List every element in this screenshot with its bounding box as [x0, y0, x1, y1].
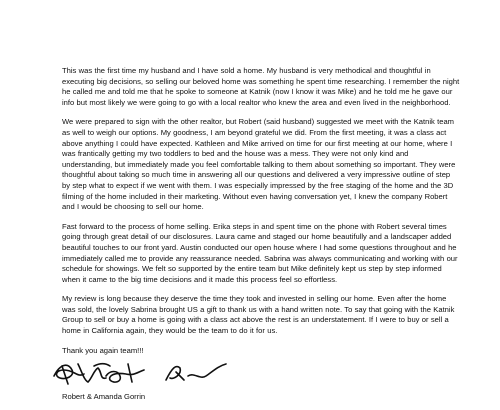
paragraph-4: My review is long because they deserve the time they took and invested in selling our home. Even after the home was sold, the lovely Sabrina brought US a gift to thank us with a hand written note. To say that going with the Katnik Group to sell or buy a home is going with a class act above the rest is an understatement. If I were to buy or sell a home in California again, they would be the team to do it for us.	[62, 294, 455, 336]
paragraph-1: This was the first time my husband and I have sold a home. My husband is very methodical and thoughtful in executing big decisions, so selling our beloved home was something he spent time researching. I remember the night he called me and told me that he spoke to someone at Katnik (now I know it was Mike) and he told me he gave our info but most likely we were going to go with a local realtor who knew the area and even lived in the neighborhood.	[62, 66, 460, 107]
paragraph-3: Fast forward to the process of home selling. Erika steps in and spent time on the phone with Robert several times going through great detail of our disclosures. Laura came and staged our home beautifully and a landscaper added beautiful touches to our front yard. Austin conducted our open house where I had some questions throughout and he immediately called me to provide any reassurance needed. Sabrina was always communicating and working with our schedule for showings. We felt so supported by the entire team but Mike definitely kept us step by step informed when it came to the big time decisions and it made this process feel so effortless.	[62, 221, 458, 284]
paragraph-2: We were prepared to sign with the other realtor, but Robert (said husband) suggested we meet with the Katnik team as well to weigh our options. My goodness, I am beyond grateful we did. From the first meeting, it was a class act above anything I could have expected. Kathleen and Mike arrived on time for our first meeting at our home, where I was frantically getting my two toddlers to bed and the house was a mess. They were not only kind and understanding, but immediately made you feel comfortable talking to them about something so important. They were thoughtful about taking so much time in answering all our questions and delivered a very impressive outline of step by step what to expect if we went with them. I was especially impressed by the free staging of the home and the 3D filming of the home included in their marketing. Without even having conversation yet, I knew the company Robert and I would be choosing to sell our home.	[62, 117, 456, 212]
closing-line: Thank you again team!!!	[62, 345, 144, 355]
handwritten-signature	[48, 358, 238, 388]
signer-name: Robert & Amanda Gorrin	[62, 392, 146, 401]
